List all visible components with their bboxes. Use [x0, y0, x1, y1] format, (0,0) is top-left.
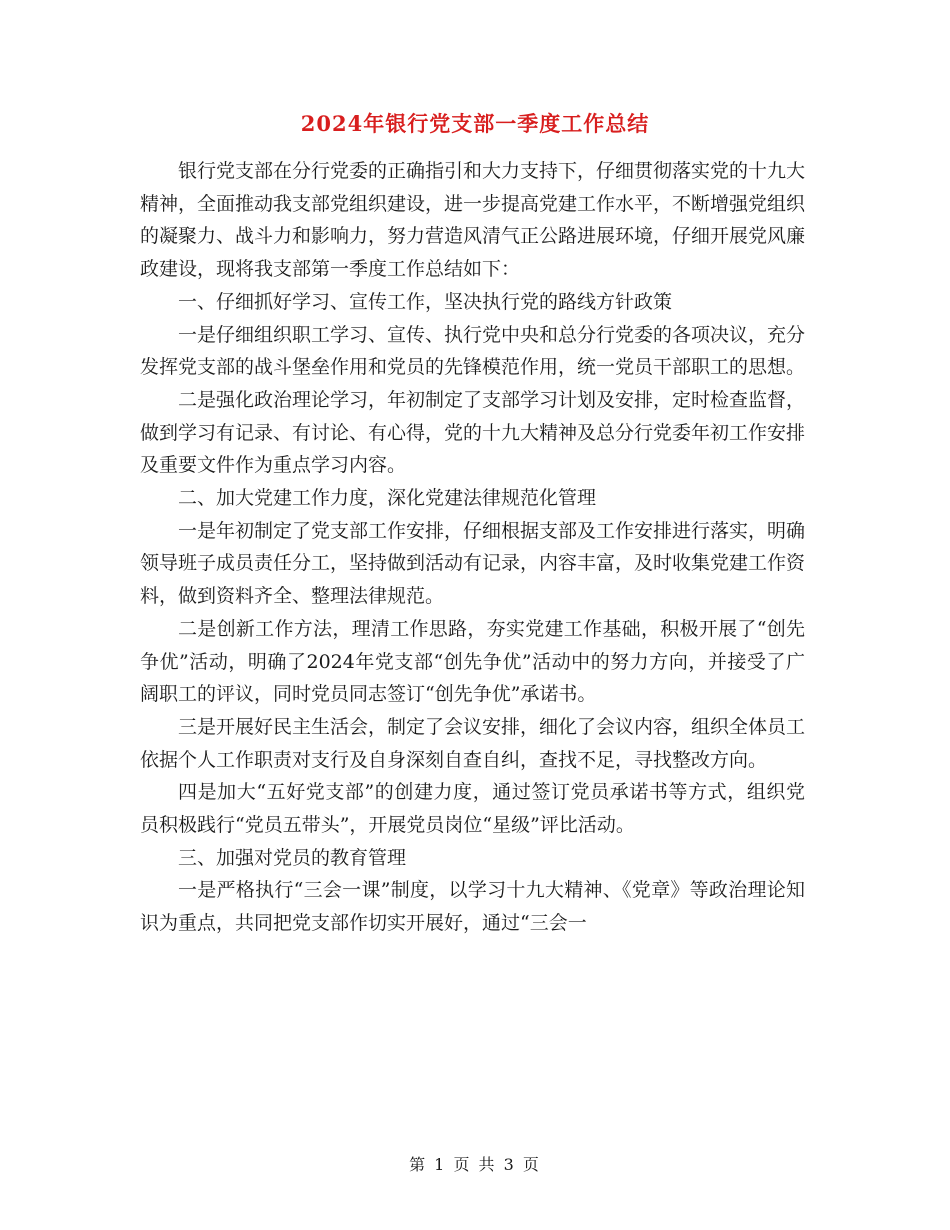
paragraph: 一是仔细组织职工学习、宣传、执行党中央和总分行党委的各项决议，充分发挥党支部的战斗堡垒作用和党员的先锋模范作用，统一党员干部职工的思想。	[140, 323, 806, 379]
paragraph: 一是年初制定了党支部工作安排，仔细根据支部及工作安排进行落实，明确领导班子成员责任分工，坚持做到活动有记录，内容丰富，及时收集党建工作资料，做到资料齐全、整理法律规范。	[140, 519, 806, 608]
paragraph: 三是开展好民主生活会，制定了会议安排，细化了会议内容，组织全体员工依据个人工作职责对支行及自身深刻自查自纠，查找不足，寻找整改方向。	[140, 715, 806, 771]
section-heading: 二、加大党建工作力度，深化党建法律规范化管理	[178, 487, 597, 510]
document-title: 2024年银行党支部一季度工作总结	[300, 111, 650, 136]
document-body	[140, 155, 805, 940]
section-heading: 三、加强对党员的教育管理	[178, 846, 407, 869]
section-heading: 一、仔细抓好学习、宣传工作，坚决执行党的路线方针政策	[178, 290, 673, 313]
paragraph: 二是创新工作方法，理清工作思路，夯实党建工作基础，积极开展了“创先争优”活动，明确了2024年党支部“创先争优”活动中的努力方向，并接受了广阔职工的评议，同时党员同志签订“创先争优”承诺书。	[140, 617, 805, 706]
paragraph: 银行党支部在分行党委的正确指引和大力支持下，仔细贯彻落实党的十九大精神，全面推动我支部党组织建设，进一步提高党建工作水平，不断增强党组织的凝聚力、战斗力和影响力，努力营造风清气正公路进展环境，仔细开展党风廉政建设，现将我支部第一季度工作总结如下：	[140, 160, 806, 281]
paragraph: 二是强化政治理论学习，年初制定了支部学习计划及安排，定时检查监督，做到学习有记录、有讨论、有心得，党的十九大精神及总分行党委年初工作安排及重要文件作为重点学习内容。	[140, 388, 806, 477]
paragraph: 四是加大“五好党支部”的创建力度，通过签订党员承诺书等方式，组织党员积极践行“党员五带头”，开展党员岗位“星级”评比活动。	[140, 781, 805, 837]
page-number-footer: 第 1 页 共 3 页	[409, 1155, 541, 1174]
paragraph: 一是严格执行“三会一课”制度，以学习十九大精神、《党章》等政治理论知识为重点，共同把党支部作切实开展好，通过“三会一	[140, 879, 805, 935]
